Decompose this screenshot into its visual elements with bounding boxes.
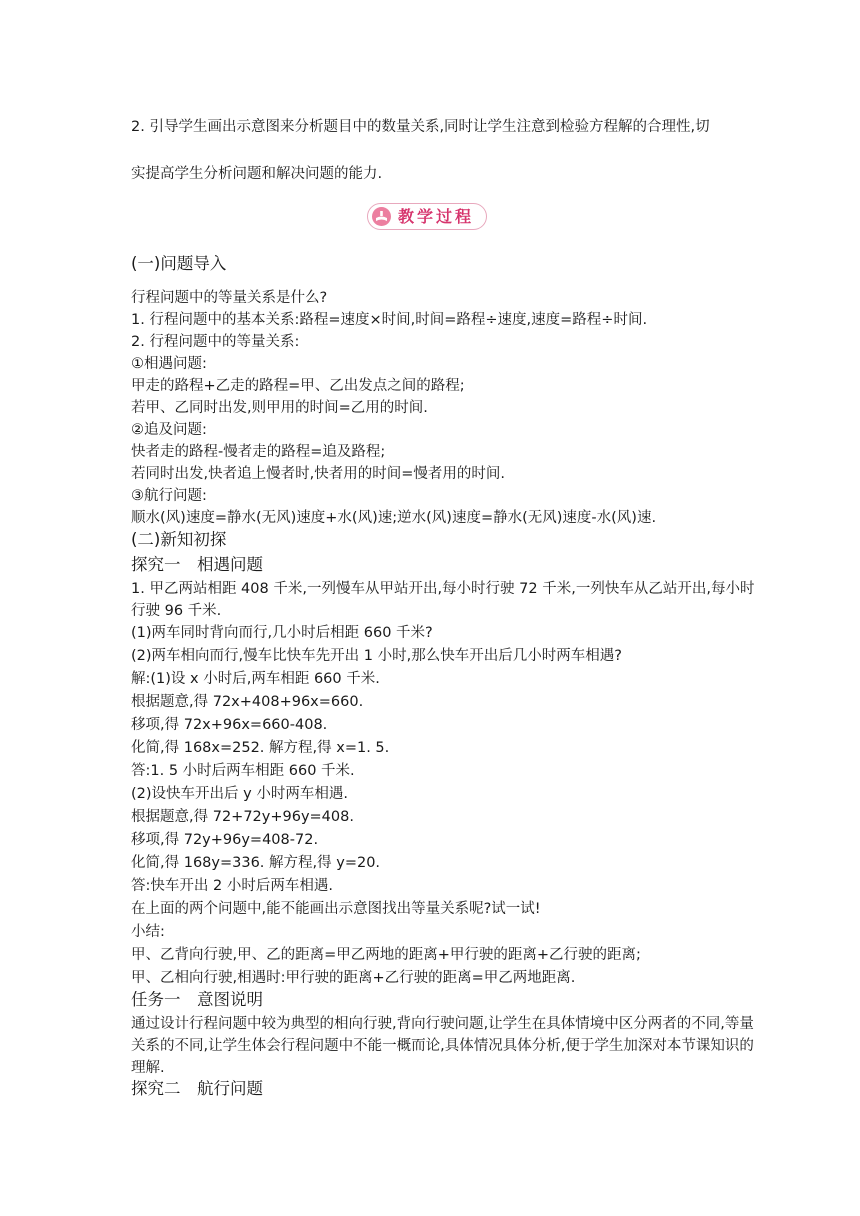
- text-line: (1)两车同时背向而行,几小时后相距 660 千米?: [131, 625, 433, 641]
- text-line: 小结:: [131, 924, 165, 940]
- text-line: 顺水(风)速度=静水(无风)速度+水(风)速;逆水(风)速度=静水(无风)速度-水(风)速.: [131, 510, 657, 526]
- text-line: ③航行问题:: [131, 488, 207, 504]
- book-icon: [372, 207, 391, 226]
- text-line: 移项,得 72x+96x=660-408.: [131, 717, 328, 733]
- text-line: 快者走的路程-慢者走的路程=追及路程;: [131, 444, 386, 460]
- text-line: 根据题意,得 72x+408+96x=660.: [131, 694, 364, 710]
- text-line: 化简,得 168y=336. 解方程,得 y=20.: [131, 855, 381, 871]
- text-line: 甲、乙相向行驶,相遇时:甲行驶的距离+乙行驶的距离=甲乙两地距离.: [131, 970, 576, 986]
- intro-line-2: 实提高学生分析问题和解决问题的能力.: [131, 166, 383, 182]
- problem-text: 1. 甲乙两站相距 408 千米,一列慢车从甲站开出,每小时行驶 72 千米,一列快车从乙站开出,每小时行驶 96 千米.: [131, 581, 755, 619]
- section-heading-intro: (一)问题导入: [131, 254, 227, 273]
- task-heading-1: 任务一 意图说明: [131, 990, 263, 1009]
- intro-line-1: 2. 引导学生画出示意图来分析题目中的数量关系,同时让学生注意到检验方程解的合理性,切: [131, 119, 710, 135]
- text-line: 若同时出发,快者追上慢者时,快者用的时间=慢者用的时间.: [131, 466, 505, 482]
- text-line: 甲、乙背向行驶,甲、乙的距离=甲乙两地的距离+甲行驶的距离+乙行驶的距离;: [131, 947, 641, 963]
- explore-heading-1: 探究一 相遇问题: [131, 555, 263, 574]
- text-line: 甲走的路程+乙走的路程=甲、乙出发点之间的路程;: [131, 378, 465, 394]
- text-line: 答:1. 5 小时后两车相距 660 千米.: [131, 763, 355, 779]
- text-line: 根据题意,得 72+72y+96y=408.: [131, 809, 354, 825]
- text-line: ②追及问题:: [131, 422, 207, 438]
- text-line: 答:快车开出 2 小时后两车相遇.: [131, 878, 333, 894]
- task-text: 通过设计行程问题中较为典型的相向行驶,背向行驶问题,让学生在具体情境中区分两者的不同,等量关系的不同,让学生体会行程问题中不能一概而论,具体情况具体分析,便于学生加深对本节课知识的理解.: [131, 1016, 754, 1076]
- text-line: 化简,得 168x=252. 解方程,得 x=1. 5.: [131, 740, 390, 756]
- text-line: 2. 行程问题中的等量关系:: [131, 334, 300, 350]
- section-badge: [367, 203, 487, 230]
- text-line: 1. 行程问题中的基本关系:路程=速度×时间,时间=路程÷速度,速度=路程÷时间.: [131, 312, 648, 328]
- section-heading-new: (二)新知初探: [131, 530, 227, 549]
- badge-label: 教学过程: [398, 207, 475, 226]
- text-line: (2)设快车开出后 y 小时两车相遇.: [131, 786, 348, 802]
- text-line: 解:(1)设 x 小时后,两车相距 660 千米.: [131, 671, 380, 687]
- text-line: 在上面的两个问题中,能不能画出示意图找出等量关系呢?试一试!: [131, 901, 541, 917]
- text-line: ①相遇问题:: [131, 356, 207, 372]
- text-line: 行程问题中的等量关系是什么?: [131, 290, 328, 306]
- text-line: 若甲、乙同时出发,则甲用的时间=乙用的时间.: [131, 400, 428, 416]
- text-line: (2)两车相向而行,慢车比快车先开出 1 小时,那么快车开出后几小时两车相遇?: [131, 648, 622, 664]
- explore-heading-2: 探究二 航行问题: [131, 1079, 263, 1098]
- text-line: 移项,得 72y+96y=408-72.: [131, 832, 319, 848]
